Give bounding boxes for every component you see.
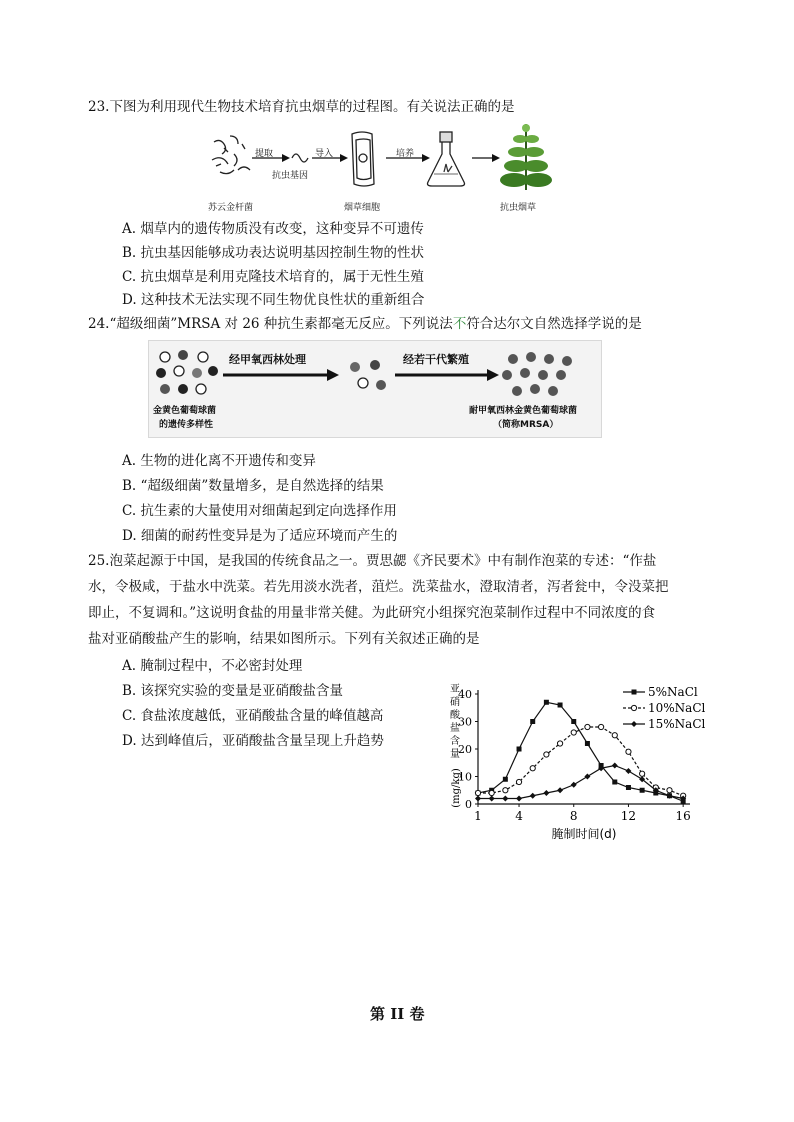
series-1-point (517, 747, 522, 752)
q25-option-b[interactable]: B. 该探究实验的变量是亚硝酸盐含量 (122, 683, 344, 699)
plant-label: 抗虫烟草 (500, 203, 537, 213)
left-caption-line2: 的遗传多样性 (159, 420, 214, 430)
x-tick-label: 8 (569, 809, 578, 823)
series-1-point (612, 780, 617, 785)
series-3-point (530, 793, 536, 799)
tobacco-cell-illustration (352, 132, 374, 186)
legend-label-1: 5%NaCl (648, 685, 698, 699)
q24-stem-not: 不 (452, 316, 467, 332)
left-caption-line1: 金黄色葡萄球菌 (153, 406, 217, 416)
x-tick-label: 16 (675, 809, 691, 823)
y-tick-label: 40 (458, 688, 472, 701)
series-2-point (516, 779, 521, 784)
step-extract-label: 提取 (255, 149, 274, 159)
series-3-point (612, 763, 618, 769)
series-2-point (667, 788, 672, 793)
y-axis-title-char: 亚 (450, 684, 460, 695)
series-1-point (571, 719, 576, 724)
q24-option-b[interactable]: B. “超级细菌”数量增多，是自然选择的结果 (122, 478, 384, 494)
series-3-point (557, 787, 563, 793)
series-3-point (489, 796, 495, 802)
series-2-point (640, 771, 645, 776)
series-3-point (502, 796, 508, 802)
q23-stem: 23.下图为利用现代生物技术培育抗虫烟草的过程图。有关说法正确的是 (88, 99, 515, 115)
series-1-point (640, 788, 645, 793)
q24-option-c[interactable]: C. 抗生素的大量使用对细菌起到定向选择作用 (122, 503, 397, 519)
series-1-point (585, 741, 590, 746)
series-2-point (612, 733, 617, 738)
legend-label-2: 10%NaCl (648, 701, 706, 715)
q23-option-a[interactable]: A. 烟草内的遗传物质没有改变，这种变异不可遗传 (122, 221, 424, 237)
series-2-point (598, 724, 603, 729)
series-1-point (626, 785, 631, 790)
series-3-point (571, 782, 577, 788)
q24-option-a[interactable]: A. 生物的进化离不开遗传和变异 (122, 453, 316, 469)
legend-marker-3 (631, 721, 637, 727)
q24-stem-part2: 符合达尔文自然选择学说的是 (466, 316, 642, 332)
series-2-point (626, 749, 631, 754)
gene-icon (292, 154, 308, 162)
nitrite-chart (445, 682, 720, 842)
q25-stem-line4: 盐对亚硝酸盐产生的影响，结果如图所示。下列有关叙述正确的是 (88, 631, 480, 647)
series-2-point (475, 790, 480, 795)
step-import-label: 导入 (315, 149, 334, 159)
series-2-point (489, 790, 494, 795)
bacteria-label: 苏云金杆菌 (208, 203, 254, 213)
mixed-bacteria-population (156, 350, 218, 394)
y-tick-label: 20 (458, 743, 472, 756)
legend-marker-2 (631, 705, 636, 710)
surviving-bacteria (350, 360, 386, 390)
series-3-point (543, 790, 549, 796)
x-tick-label: 4 (515, 809, 523, 823)
series-2-point (585, 724, 590, 729)
bacteria-illustration (212, 136, 250, 174)
series-1-point (530, 719, 535, 724)
arrow2-label: 经若干代繁殖 (403, 353, 469, 366)
gene-label: 抗虫基因 (272, 171, 309, 181)
q25-stem-line3: 即止，不复调和。”这说明食盐的用量非常关健。为此研究小组探究泡菜制作过程中不同浓度的食 (88, 605, 656, 621)
q25-option-d[interactable]: D. 达到峰值后，亚硝酸盐含量呈现上升趋势 (122, 733, 384, 749)
arrow1-label: 经甲氧西林处理 (229, 353, 306, 366)
series-1-point (558, 703, 563, 708)
series-2-point (503, 788, 508, 793)
x-tick-label: 12 (620, 809, 637, 823)
q25-option-a[interactable]: A. 腌制过程中，不必密封处理 (122, 658, 303, 674)
series-3-point (516, 796, 522, 802)
series-line-2 (478, 727, 683, 796)
series-3-point (625, 768, 631, 774)
series-3-point (475, 796, 481, 802)
q24-stem (88, 313, 642, 335)
series-2-point (530, 766, 535, 771)
q23-option-d[interactable]: D. 这种技术无法实现不同生物优良性状的重新组合 (122, 292, 425, 308)
y-axis-title-char: 盐 (450, 723, 460, 734)
right-caption-line1: 耐甲氧西林金黄色葡萄球菌 (469, 406, 578, 416)
y-axis-title-char: 量 (450, 749, 460, 760)
q24-diagram (148, 340, 602, 438)
culture-flask-illustration (428, 132, 465, 186)
q24-option-d[interactable]: D. 细菌的耐药性变异是为了适应环境而产生的 (122, 528, 398, 544)
y-axis-title-char: 硝 (450, 697, 460, 708)
cell-label: 烟草细胞 (344, 203, 381, 213)
y-tick-label: 0 (465, 798, 472, 811)
mrsa-population (502, 352, 572, 396)
legend-marker-1 (632, 690, 637, 695)
series-1-point (544, 700, 549, 705)
series-3-point (584, 774, 590, 780)
legend-label-3: 15%NaCl (648, 717, 706, 731)
x-axis-title: 腌制时间(d) (551, 827, 617, 841)
y-axis-unit: (mg/kg) (451, 768, 462, 808)
q24-stem-part1: 24.“超级细菌”MRSA 对 26 种抗生素都毫无反应。下列说法 (88, 316, 453, 332)
q25-stem-line2: 水，令极咸，于盐水中洗菜。若先用淡水洗者，菹烂。洗菜盐水，澄取清者，泻者瓮中，令没菜把 (88, 579, 669, 595)
y-axis-title-char: 含 (450, 736, 460, 747)
y-axis-title-char: 酸 (450, 710, 460, 721)
series-1-point (503, 777, 508, 782)
series-2-point (544, 752, 549, 757)
q23-diagram (200, 120, 560, 220)
right-caption-line2: （简称MRSA） (493, 420, 559, 430)
y-tick-label: 30 (458, 715, 472, 729)
series-2-point (557, 741, 562, 746)
x-tick-label: 1 (474, 809, 482, 823)
section-title: 第 II 卷 (370, 1005, 425, 1023)
q23-option-b[interactable]: B. 抗虫基因能够成功表达说明基因控制生物的性状 (122, 245, 425, 261)
q23-option-c[interactable]: C. 抗虫烟草是利用克隆技术培育的，属于无性生殖 (122, 269, 424, 285)
q25-stem-line1: 25.泡菜起源于中国，是我国的传统食品之一。贾思勰《齐民要术》中有制作泡菜的专述：“作盐 (88, 553, 657, 569)
series-2-point (571, 730, 576, 735)
q25-option-c[interactable]: C. 食盐浓度越低，亚硝酸盐含量的峰值越高 (122, 708, 384, 724)
step-culture-label: 培养 (396, 149, 415, 159)
y-tick-label: 10 (458, 770, 472, 784)
nitrite-chart-svg (445, 682, 720, 842)
tobacco-plant-illustration (500, 124, 552, 190)
